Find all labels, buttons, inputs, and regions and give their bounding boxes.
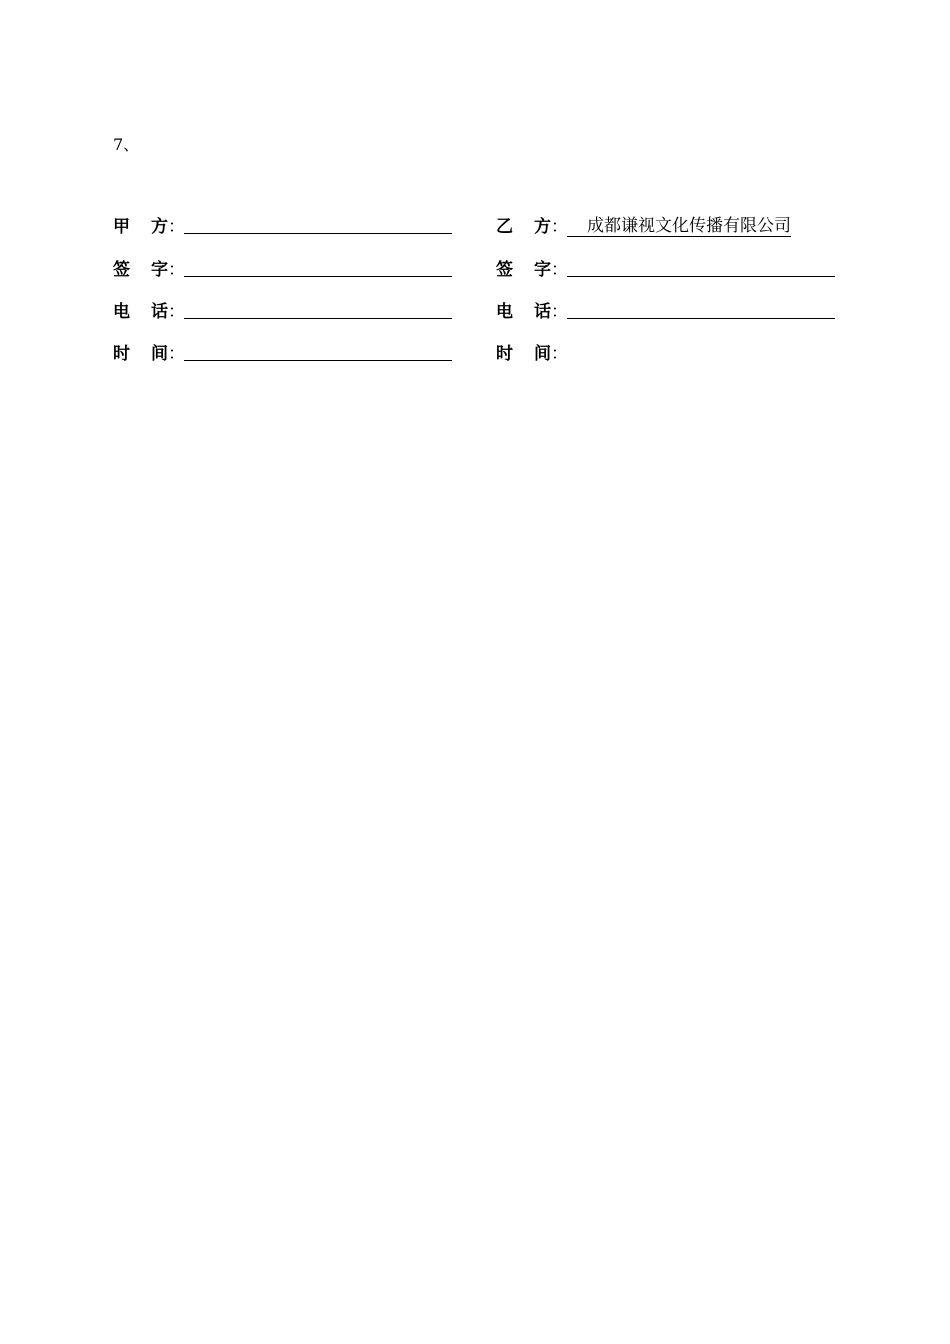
party-a-phone-row <box>113 298 452 322</box>
party-a-date-label: 时 间 ： <box>113 344 185 364</box>
party-b-name-label: 乙 方 ： <box>496 217 568 237</box>
item-number: 7、 <box>113 135 140 154</box>
party-a-name-field[interactable] <box>184 232 452 234</box>
party-a-date-field[interactable] <box>184 359 452 361</box>
party-a-name-label: 甲 方 ： <box>113 217 185 237</box>
party-a-phone-field[interactable] <box>184 317 452 319</box>
party-b-date-label: 时 间 ： <box>496 344 568 364</box>
party-a-signature-label: 签 字 ： <box>113 260 185 280</box>
party-a-date-row <box>113 340 452 364</box>
party-b-signature-row <box>496 256 835 280</box>
party-b-date-row <box>496 340 567 364</box>
party-a-name-row <box>113 213 452 237</box>
party-b-phone-row <box>496 298 835 322</box>
party-b-signature-field[interactable] <box>567 275 835 277</box>
party-b-phone-label: 电 话 ： <box>496 302 568 322</box>
party-a-phone-label: 电 话 ： <box>113 302 185 322</box>
party-b-name-row <box>496 213 791 237</box>
party-b-phone-field[interactable] <box>567 317 835 319</box>
party-a-signature-row <box>113 256 452 280</box>
party-b-company-name: 成都谦视文化传播有限公司 <box>567 216 791 237</box>
party-b-signature-label: 签 字 ： <box>496 260 568 280</box>
party-a-signature-field[interactable] <box>184 275 452 277</box>
